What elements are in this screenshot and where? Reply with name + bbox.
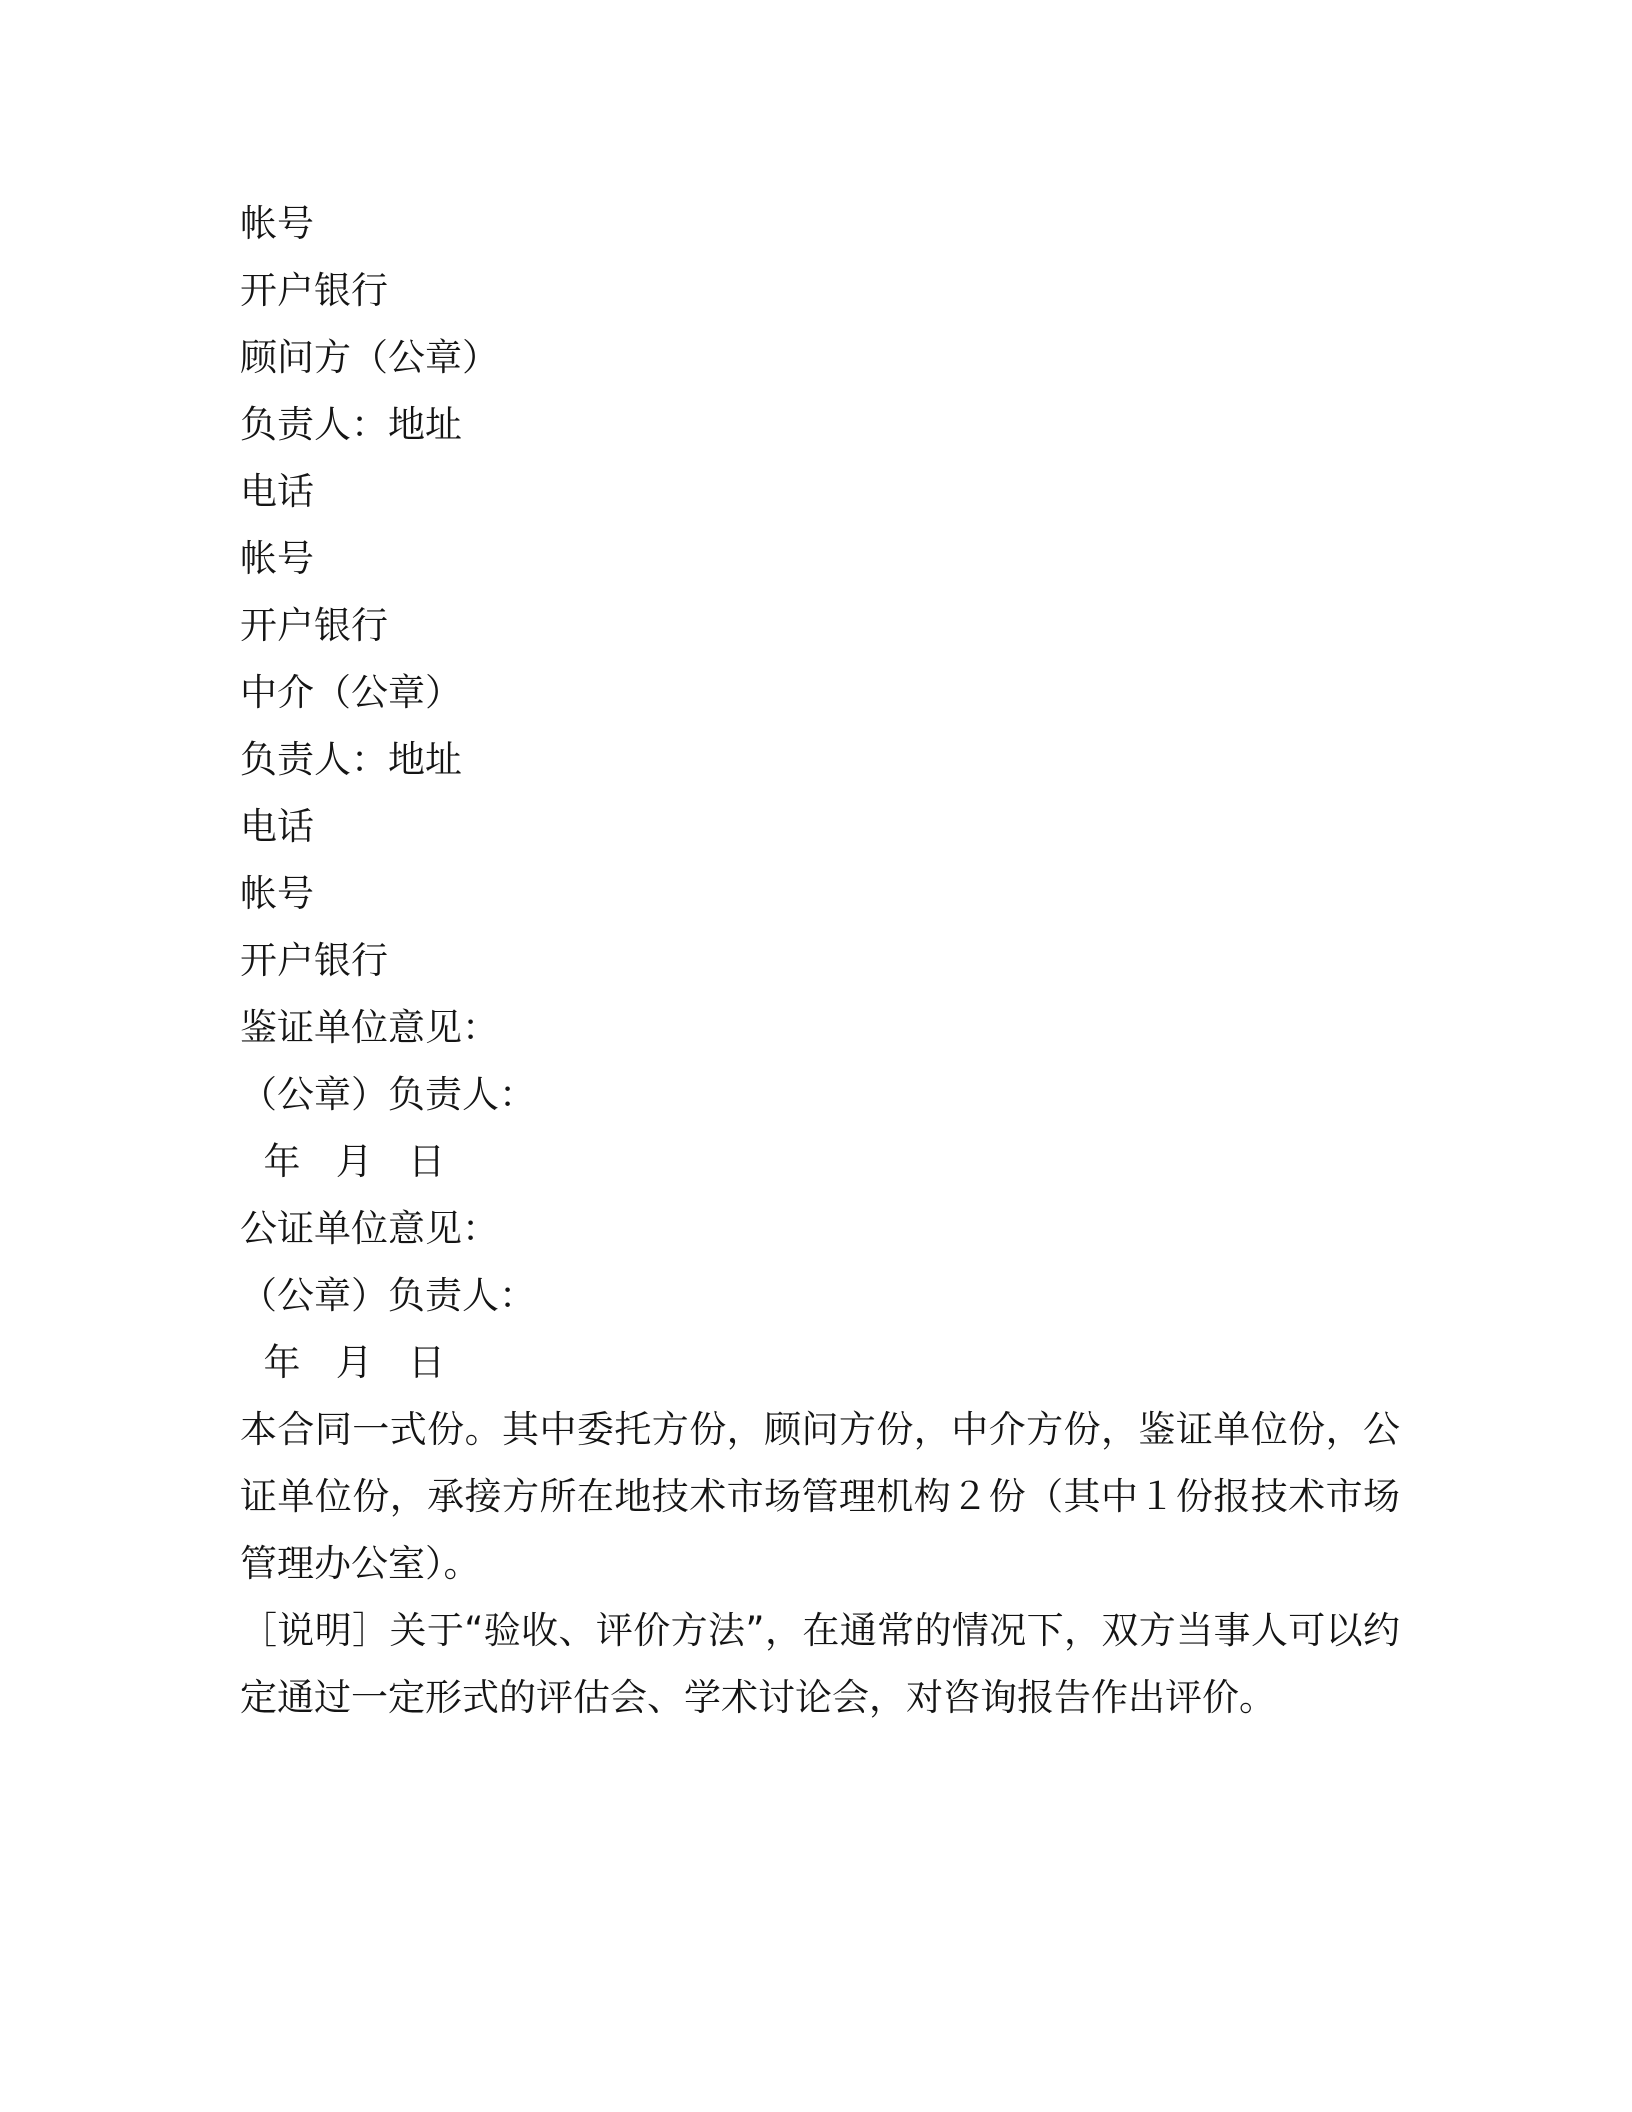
person-in-charge-address-label: 负责人：地址: [240, 738, 462, 781]
account-number-label: 帐号: [240, 537, 314, 580]
intermediary-seal-label: 中介（公章）: [240, 671, 462, 714]
bank-label: 开户银行: [240, 269, 388, 312]
copies-paragraph: 本合同一式份。其中委托方份，顾问方份，中介方份，鉴证单位份，公证单位份，承接方所在地技术市场管理机构２份（其中１份报技术市场管理办公室）。: [240, 1408, 1400, 1585]
notary-opinion-label: 公证单位意见：: [240, 1207, 499, 1250]
phone-label: 电话: [240, 805, 314, 848]
phone-label: 电话: [240, 470, 314, 513]
seal-person-in-charge-label: （公章）负责人：: [240, 1073, 536, 1116]
document-page: [240, 190, 1400, 1731]
person-in-charge-address-label: 负责人：地址: [240, 403, 462, 446]
date-line: 年 月 日: [240, 1341, 446, 1384]
account-number-label: 帐号: [240, 872, 314, 915]
bank-label: 开户银行: [240, 939, 388, 982]
date-line: 年 月 日: [240, 1140, 446, 1183]
explanation-paragraph: ［说明］关于“验收、评价方法”，在通常的情况下，双方当事人可以约定通过一定形式的评估会、学术讨论会，对咨询报告作出评价。: [240, 1609, 1400, 1719]
account-number-label: 帐号: [240, 202, 314, 245]
consultant-seal-label: 顾问方（公章）: [240, 336, 499, 379]
bank-label: 开户银行: [240, 604, 388, 647]
verification-opinion-label: 鉴证单位意见：: [240, 1006, 499, 1049]
seal-person-in-charge-label: （公章）负责人：: [240, 1274, 536, 1317]
